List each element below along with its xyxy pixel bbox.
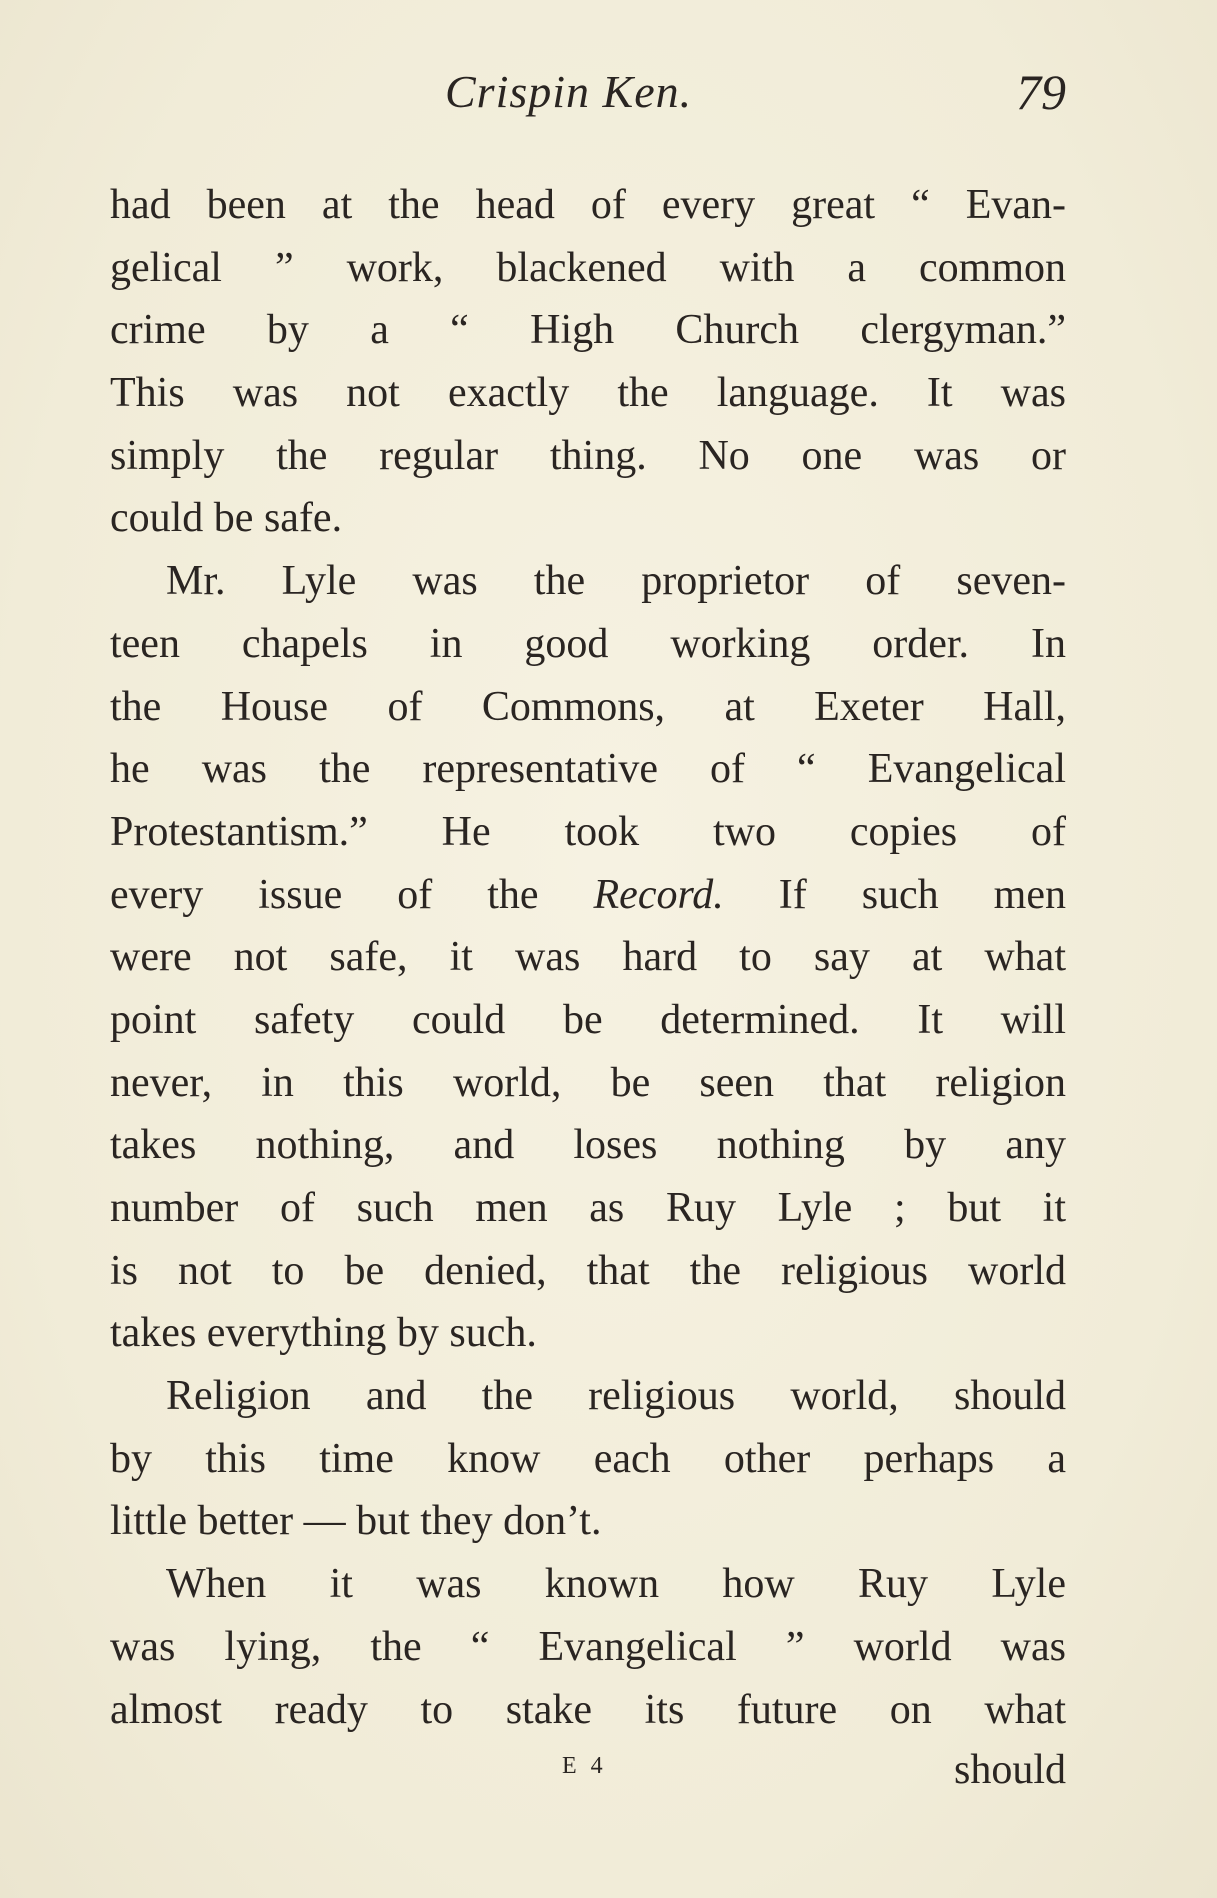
text-line: had been at the head of every great “ Evan-	[110, 182, 1066, 228]
text-line: number of such men as Ruy Lyle ; but it	[110, 1185, 1066, 1231]
text-line: little better — but they don’t.	[110, 1498, 602, 1545]
italic-title-record: Record.	[593, 871, 724, 918]
text-line: the House of Commons, at Exeter Hall,	[110, 683, 1066, 730]
text-line: point safety could be determined. It will	[110, 996, 1066, 1043]
text-line: almost ready to stake its future on what	[110, 1686, 1066, 1733]
text-line: simply the regular thing. No one was or	[110, 432, 1066, 479]
catchword: should	[953, 1747, 1066, 1793]
text-line: he was the representative of “ Evangelical	[110, 746, 1066, 793]
text-line: could be safe.	[110, 495, 343, 542]
page-number: 79	[1016, 64, 1066, 120]
text-line: is not to be denied, that the religious world	[110, 1247, 1066, 1294]
text-line: never, in this world, be seen that religion	[110, 1059, 1066, 1106]
text-line: takes nothing, and loses nothing by any	[110, 1122, 1066, 1169]
text-body	[110, 174, 1066, 1741]
text-line: crime by a “ High Church clergyman.”	[110, 307, 1066, 354]
text-line: by this time know each other perhaps a	[110, 1435, 1066, 1482]
text-line: teen chapels in good working order. In	[110, 620, 1066, 667]
text-line: Religion and the religious world, should	[166, 1373, 1066, 1420]
text-segment: If such men	[723, 871, 1066, 918]
text-line: When it was known how Ruy Lyle	[166, 1561, 1066, 1608]
running-head	[110, 62, 1066, 122]
running-title: Crispin Ken.	[445, 66, 693, 117]
text-line: Mr. Lyle was the proprietor of seven-	[166, 558, 1066, 605]
text-line: Protestantism.” He took two copies of	[110, 808, 1066, 855]
text-line: was lying, the “ Evangelical ” world was	[110, 1623, 1066, 1670]
text-line	[110, 864, 1066, 927]
text-line: takes everything by such.	[110, 1310, 537, 1357]
text-segment: every issue of the	[110, 871, 594, 918]
text-line: This was not exactly the language. It was	[110, 370, 1066, 417]
text-line: were not safe, it was hard to say at what	[110, 934, 1066, 981]
page-footer	[110, 1740, 1066, 1800]
signature-mark: E 4	[562, 1753, 607, 1779]
text-line: gelical ” work, blackened with a common	[110, 244, 1066, 291]
